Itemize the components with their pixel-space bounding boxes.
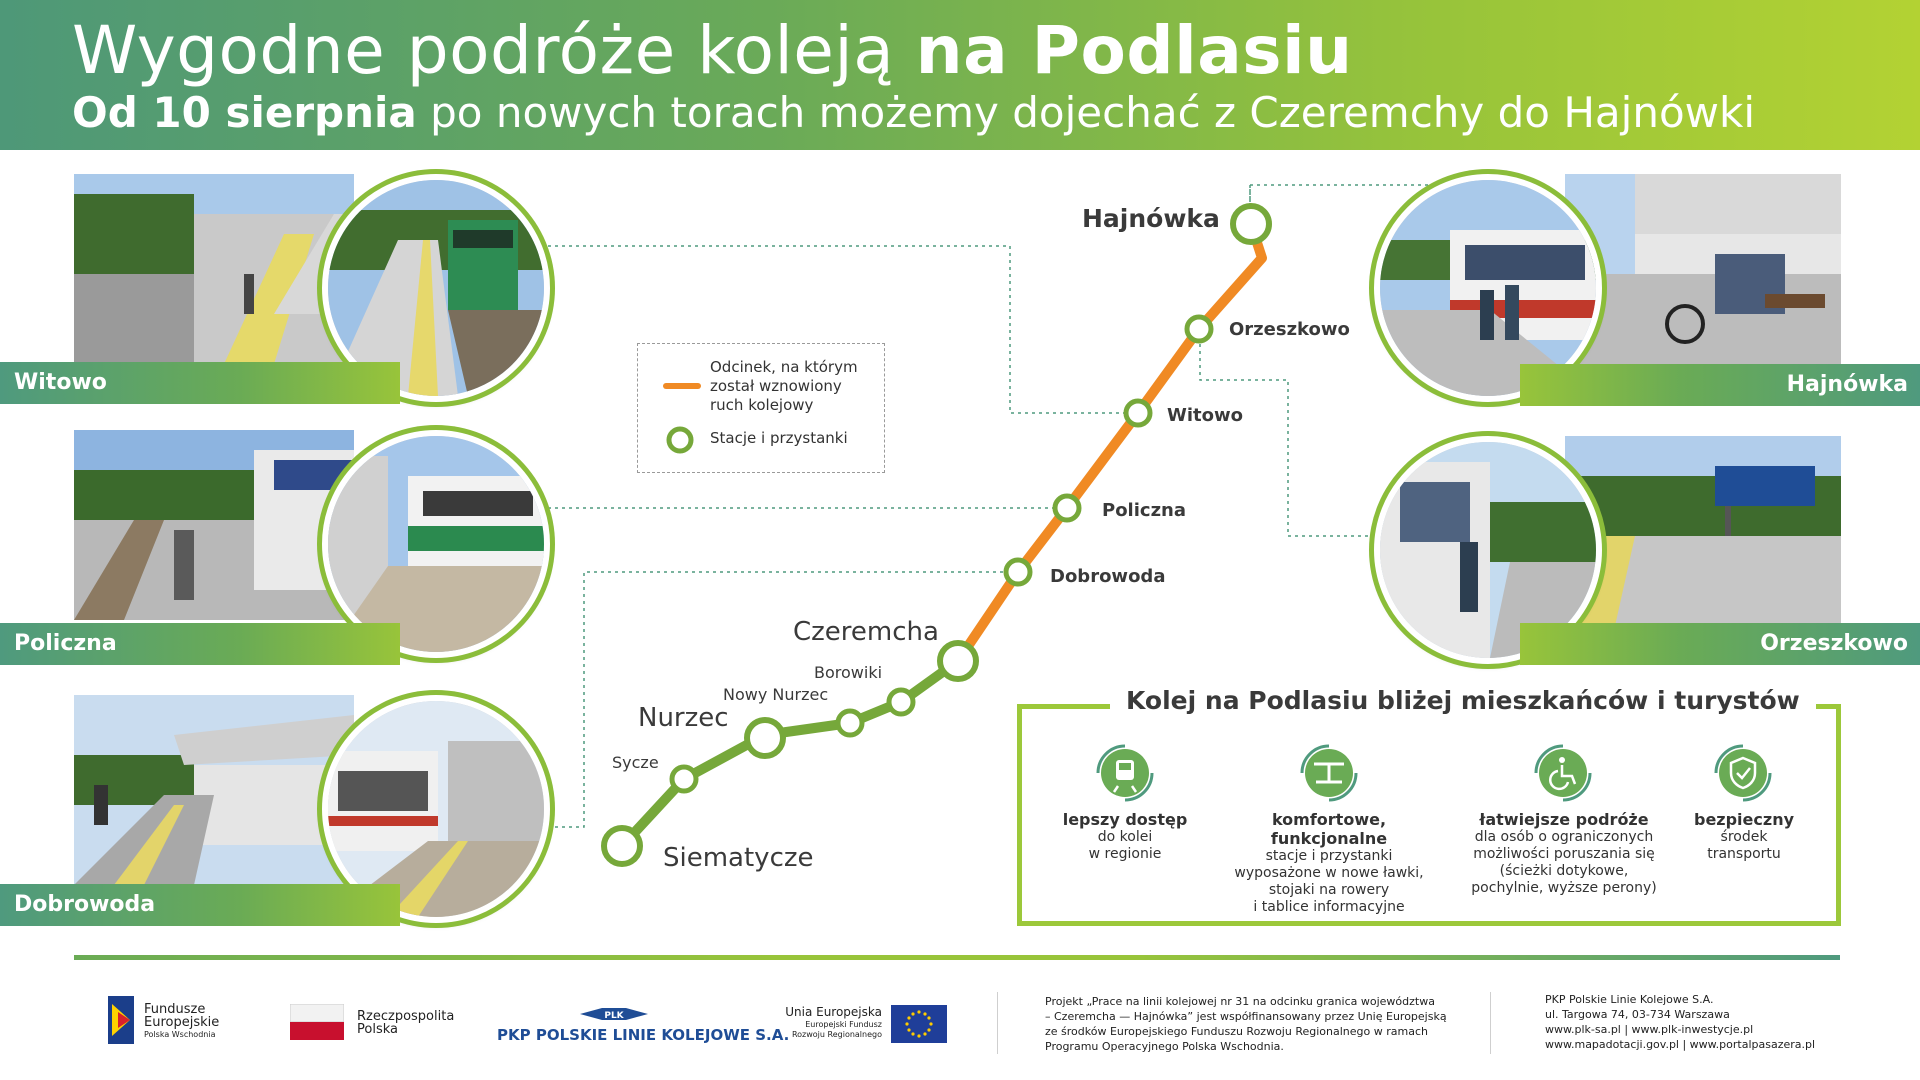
photo-witowo-wide [74,174,354,364]
station-marker-dobrowoda [1006,560,1030,584]
svg-text:PLK: PLK [604,1011,624,1021]
band-dobrowoda: Dobrowoda [0,884,400,926]
station-label-dobrowoda: Dobrowoda [1050,566,1166,587]
benefits-title: Kolej na Podlasiu bliżej mieszkańców i turystów [1110,686,1816,715]
station-marker-orzeszkowo [1187,317,1211,341]
station-marker-sycze [672,767,696,791]
legend-line-text: Odcinek, na którym został wznowiony ruch kolejowy [710,358,858,414]
station-label-nowy-nurzec: Nowy Nurzec [723,685,829,704]
benefit-comfort: komfortowe, funkcjonalne stacje i przystanki wyposażone w nowe ławki, stojaki na rowery i tablice informacyjne [1234,810,1424,915]
station-label-siematycze: Siematycze [663,843,814,873]
station-label-sycze: Sycze [612,753,659,772]
connector-orzeszkowo [1200,330,1372,536]
rzeczpospolita-text: Rzeczpospolita Polska [357,1009,455,1037]
pkp-plk-emblem-icon [578,1004,650,1024]
station-label-nurzec: Nurzec [638,703,729,733]
band-witowo: Witowo [0,362,400,404]
station-marker-nurzec [747,720,783,756]
benefit-accessibility: łatwiejsze podróże dla osób o ograniczonych możliwości poruszania się (ścieżki dotykowe, pochylnie, wyższe perony) [1471,810,1657,896]
station-label-czeremcha: Czeremcha [793,617,939,647]
route-reopened-line [958,224,1262,661]
station-marker-nowy-nurzec [838,711,862,735]
station-label-hajnowka: Hajnówka [1082,204,1220,233]
photo-dobrowoda-wide [74,695,354,885]
unia-europejska-text: Unia Europejska Europejski Fundusz Rozwoju Regionalnego [785,1005,882,1039]
legend-station-text: Stacje i przystanki [710,429,848,447]
project-description: Projekt „Prace na linii kolejowej nr 31 na odcinku granica województwa – Czeremcha — Hajnówka” jest współfinansowany przez Unię Europejską ze środków Europejskiego Funduszu Rozwoju Regionalnego w ramach Programu Operacyjnego Polska Wschodnia. [1045,995,1447,1053]
bench-icon [1294,738,1364,808]
station-label-policzna: Policzna [1102,500,1187,521]
footer-separator-1 [997,992,998,1054]
band-hajnowka: Hajnówka [1520,364,1920,406]
station-label-borowiki: Borowiki [814,663,883,682]
band-policzna: Policzna [0,623,400,665]
train-icon [1090,738,1160,808]
photo-policzna-wide [74,430,354,620]
photo-orzeszkowo-wide [1565,436,1841,626]
benefit-safety: bezpieczny środek transportu [1693,810,1795,862]
station-marker-hajnowka [1233,206,1269,242]
photo-hajnowka-wide [1565,174,1841,364]
station-marker-witowo [1126,401,1150,425]
station-marker-borowiki [889,690,913,714]
band-orzeszkowo: Orzeszkowo [1520,623,1920,665]
page-title: Wygodne podróże koleją na Podlasiu [72,12,1353,89]
legend-line-swatch [662,378,702,394]
fundusze-europejskie-logo-text: Fundusze Europejskie Polska Wschodnia [144,1002,220,1039]
station-marker-siematycze [604,828,640,864]
footer-separator-2 [1490,992,1491,1054]
shield-check-icon [1708,738,1778,808]
station-marker-czeremcha [940,643,976,679]
legend-station-swatch [664,424,696,456]
pkp-plk-logo-text: PKP POLSKIE LINIE KOLEJOWE S.A. [497,1026,790,1044]
benefit-access: lepszy dostęp do kolei w regionie [1062,810,1188,862]
polish-flag-icon [290,1004,344,1040]
page-subtitle: Od 10 sierpnia po nowych torach możemy dojechać z Czeremchy do Hajnówki [72,88,1755,137]
fundusze-europejskie-logo-icon [108,996,138,1044]
contact-info: PKP Polskie Linie Kolejowe S.A. ul. Targowa 74, 03-734 Warszawa www.plk-sa.pl | www.plk-inwestycje.pl www.mapadotacji.gov.pl | www.portalpasazera.pl [1545,993,1816,1051]
footer-divider [74,955,1840,960]
station-label-orzeszkowo: Orzeszkowo [1229,319,1350,340]
wheelchair-icon [1528,738,1598,808]
eu-flag-icon [891,1005,947,1043]
station-label-witowo: Witowo [1167,405,1243,426]
station-marker-policzna [1055,496,1079,520]
